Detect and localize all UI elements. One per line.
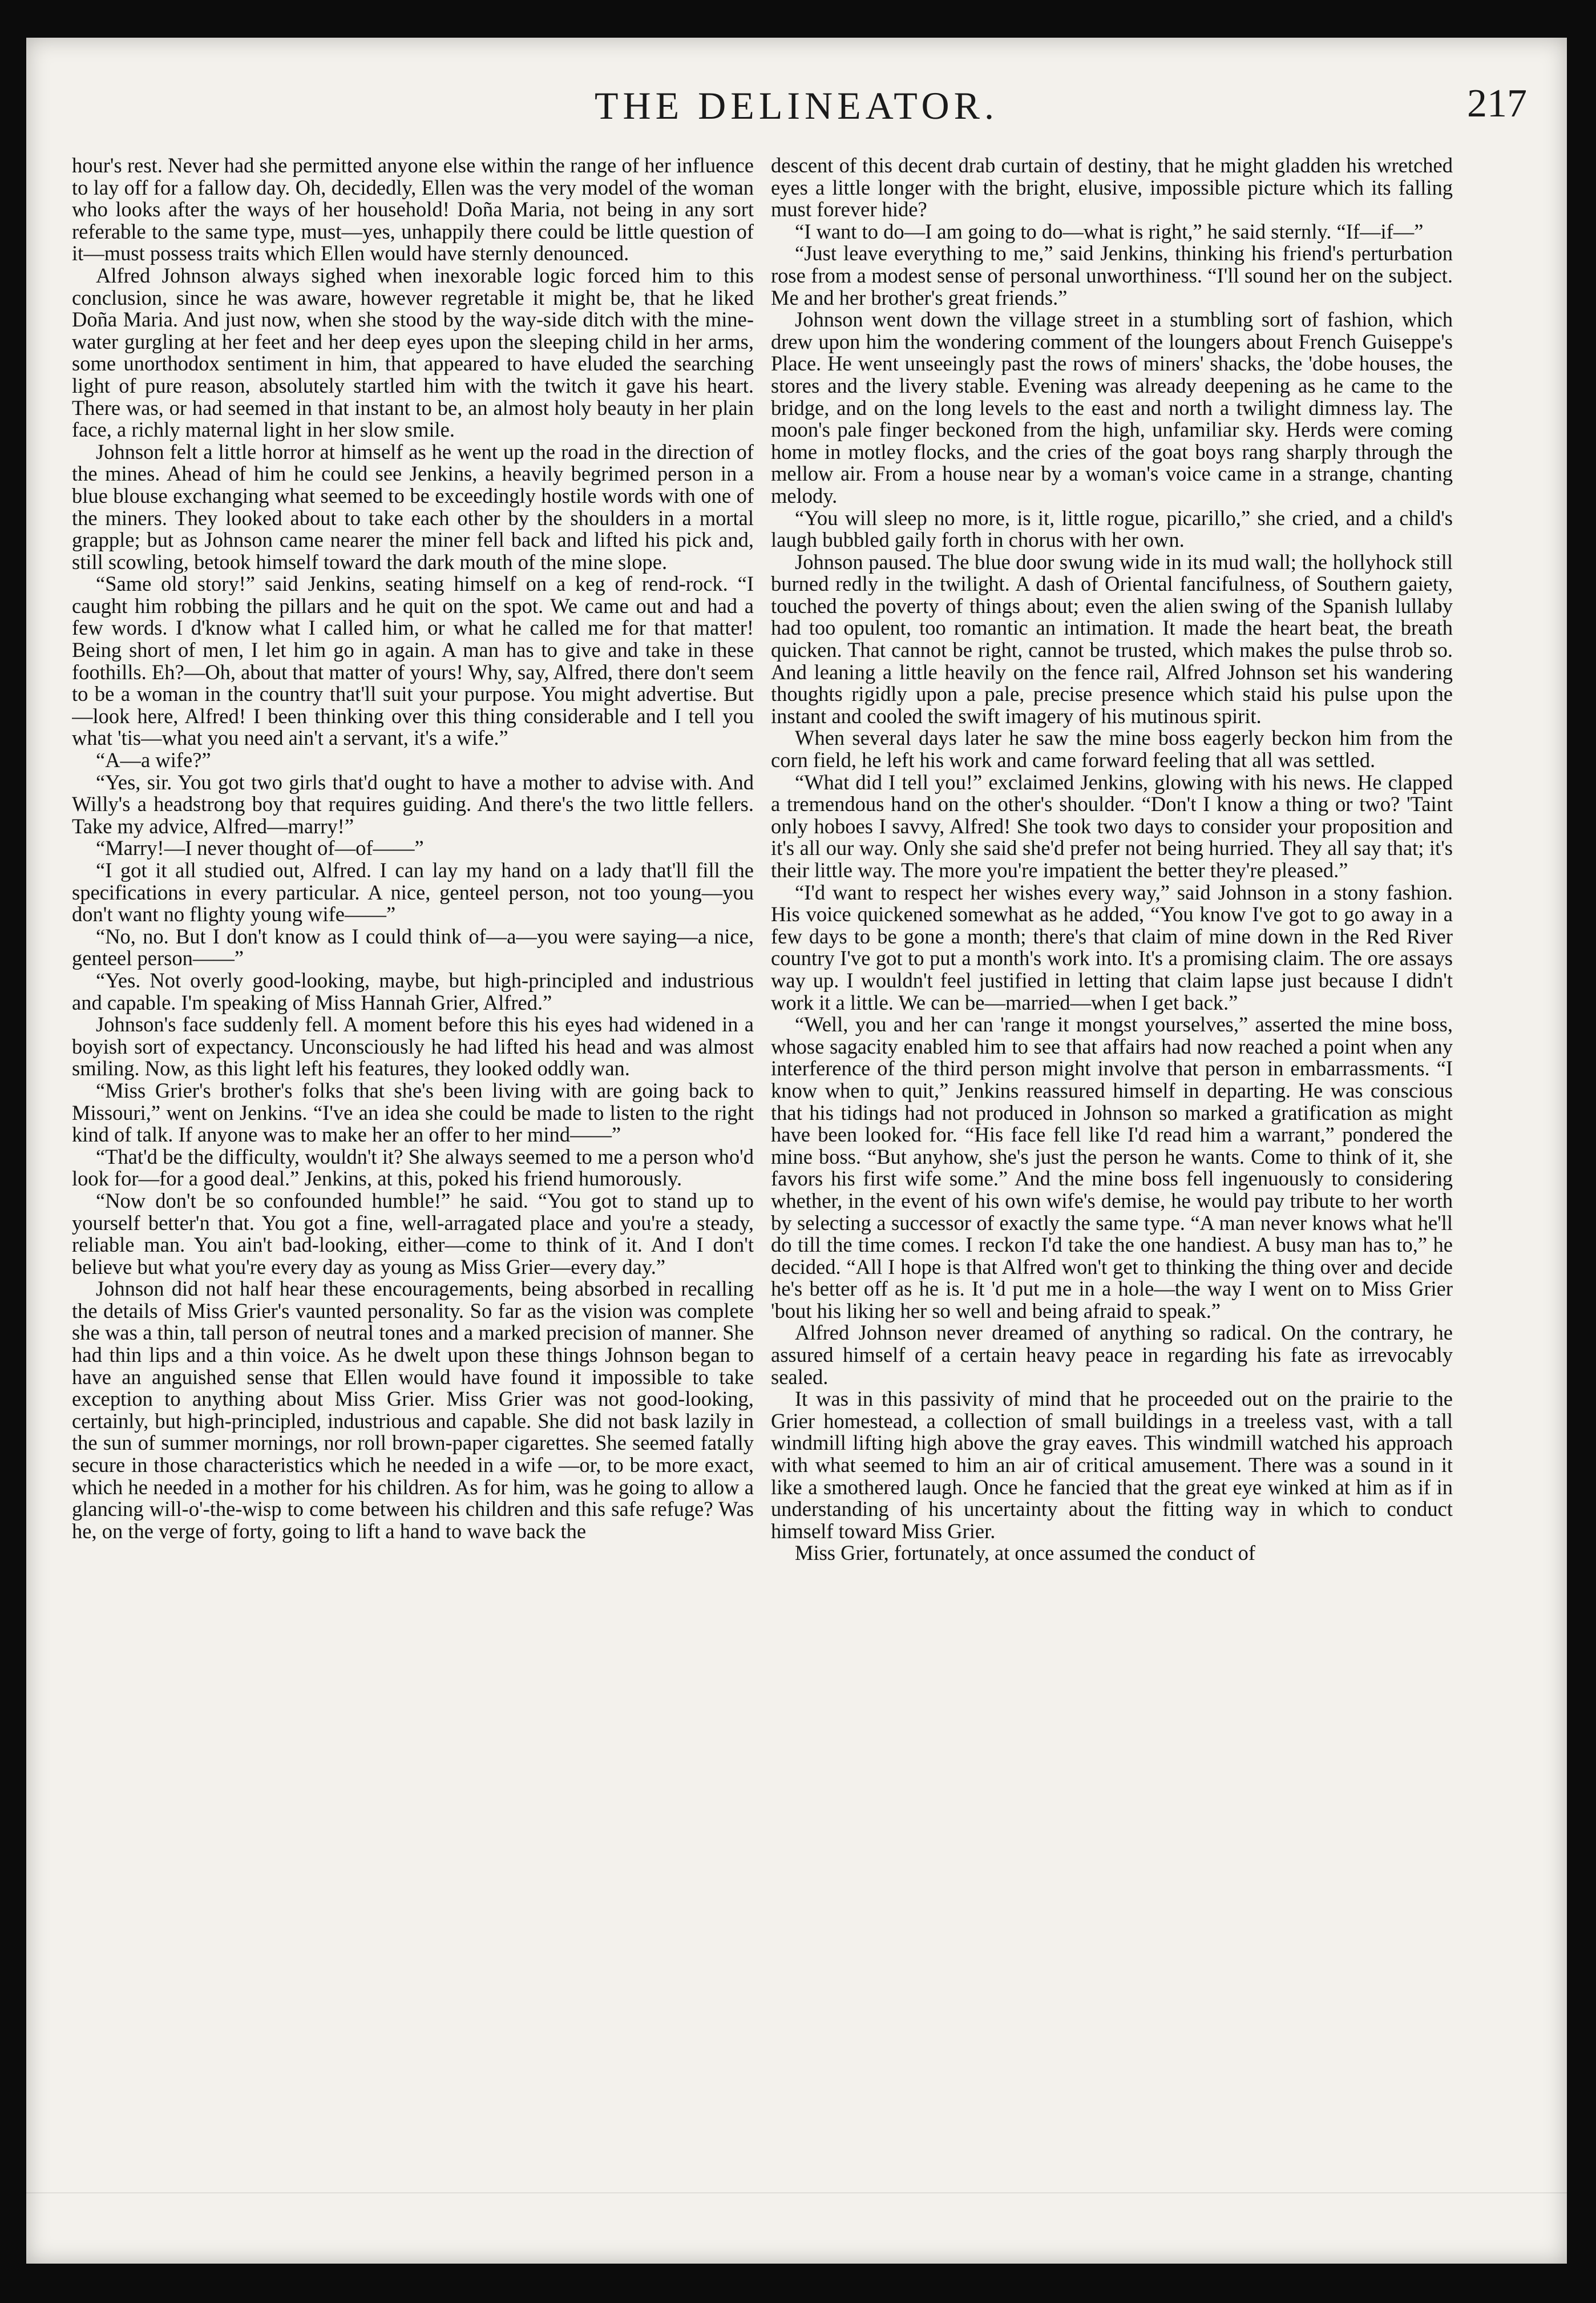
paragraph: Johnson did not half hear these encouragements, being absorbed in recalling the details of Miss Grier's vaunted personality. So far as the vision was complete she was a thin, tall person of neutral tones and a marked precision of manner. She had thin lips and a thin voice. As he dwelt upon these things Johnson began to have an anguished sense that Ellen would have found it impossible to take exception to anything about Miss Grier. Miss Grier was not good-looking, certainly, but high-principled, industrious and capable. She did not bask lazily in the sun of summer mornings, nor roll brown-paper cigarettes. She seemed fatally secure in those characteristics which he needed in a wife —or, to be more exact, which he needed in a mother for his children. As for him, was he going to allow a glancing will-o'-the-wisp to come between his children and this safe refuge? Was he, on the verge of forty, going to lift a hand to wave back the — [72, 1277, 754, 1543]
paragraph: “I got it all studied out, Alfred. I can lay my hand on a lady that'll fill the specifications in every particular. A nice, genteel person, not too young—you don't want no flighty young wife——” — [72, 858, 754, 926]
paragraph: “No, no. But I don't know as I could think of—a—you were saying—a nice, genteel person——” — [72, 924, 754, 970]
paragraph: Johnson's face suddenly fell. A moment before this his eyes had widened in a boyish sort of expectancy. Unconsciously he had lifted his head and was almost smiling. Now, as this light left his features, they looked oddly wan. — [72, 1013, 754, 1080]
paragraph: “Now don't be so confounded humble!” he said. “You got to stand up to yourself better'n that. You got a fine, well-arragated place and you're a steady, reliable man. You ain't bad-looking, either—come to think of it. And I don't believe but what you're every day as young as Miss Grier—every day.” — [72, 1188, 754, 1278]
paragraph: When several days later he saw the mine boss eagerly beckon him from the corn field, he left his work and came forward feeling that all was settled. — [771, 726, 1453, 772]
magazine-page — [26, 38, 1567, 2264]
paragraph: Johnson paused. The blue door swung wide in its mud wall; the hollyhock still burned redly in the twilight. A dash of Oriental fancifulness, of Southern gaiety, touched the poverty of things about; even the alien swing of the Spanish lullaby had too opulent, too romantic an intimation. It made the heart beat, the breath quicken. That cannot be right, cannot be trusted, which makes the pulse throb so. And leaning a little heavily on the fence rail, Alfred Johnson set his wandering thoughts rigidly upon a pale, precise presence which staid his pulse upon the instant and cooled the swift imagery of his mutinous spirit. — [771, 550, 1453, 728]
page-header — [26, 61, 1567, 135]
paragraph: “That'd be the difficulty, wouldn't it? She always seemed to me a person who'd look for—for a good deal.” Jenkins, at this, poked his friend humorously. — [72, 1144, 754, 1191]
paragraph: descent of this decent drab curtain of destiny, that he might gladden his wretched eyes a little longer with the bright, elusive, impossible picture which its falling must forever hide? — [771, 155, 1453, 221]
paragraph: “What did I tell you!” exclaimed Jenkins, glowing with his news. He clapped a tremendous hand on the other's shoulder. “Don't I know a thing or two? 'Taint only hoboes I savvy, Alfred! She took two days to consider your proposition and it's all our way. Only she said she'd prefer not being hurried. They all say that; it's their little way. The more you're impatient the better they're pleased.” — [771, 770, 1453, 882]
paragraph: Alfred Johnson always sighed when inexorable logic forced him to this conclusion, since he was aware, however regretable it might be, that he liked Doña Maria. And just now, when she stood by the way-side ditch with the mine-water gurgling at her feet and her deep eyes upon the sleeping child in her arms, some unorthodox sentiment in him, that appeared to have eluded the searching light of pure reason, absolutely startled him with the twitch it gave his heart. There was, or had seemed in that instant to be, an almost holy beauty in her plain face, a richly maternal light in her slow smile. — [72, 263, 754, 442]
paragraph: Alfred Johnson never dreamed of anything so radical. On the contrary, he assured himself of a certain heavy peace in regarding his fate as irrevocably sealed. — [771, 1321, 1453, 1389]
paragraph: “You will sleep no more, is it, little rogue, picarillo,” she cried, and a child's laugh bubbled gaily forth in chorus with her own. — [771, 506, 1453, 552]
paragraph: “I'd want to respect her wishes every way,” said Johnson in a stony fashion. His voice quickened somewhat as he added, “You know I've got to go away in a few days to be gone a month; there's that claim of mine down in the Red River country I've got to put a month's work into. It's a promising claim. The ore assays way up. I wouldn't feel justified in letting that claim lapse just because I didn't work it a little. We can be—married—when I get back.” — [771, 880, 1453, 1014]
paragraph: Miss Grier, fortunately, at once assumed the conduct of — [795, 1541, 1256, 1565]
paragraph: “Miss Grier's brother's folks that she's been living with are going back to Missouri,” went on Jenkins. “I've an idea she could be made to listen to the right kind of talk. If anyone was to make her an offer to her mind——” — [72, 1078, 754, 1147]
paragraph: “I want to do—I am going to do—what is right,” he said sternly. “If—if—” — [795, 219, 1424, 243]
right-column — [771, 155, 1453, 2141]
page-number: 217 — [1467, 82, 1527, 126]
page-title: THE DELINEATOR. — [595, 84, 999, 127]
paragraph: hour's rest. Never had she permitted anyone else within the range of her influence to lay off for a fallow day. Oh, decidedly, Ellen was the very model of the woman who looks after the ways of her household! Doña Maria, not being in any sort referable to the same type, must—yes, unhappily there could be little question of it—must possess traits which Ellen would have sternly denounced. — [72, 155, 754, 265]
paragraph: “Marry!—I never thought of—of——” — [96, 836, 424, 860]
paragraph: “Yes, sir. You got two girls that'd ought to have a mother to advise with. And Willy's a headstrong boy that requires guiding. And there's the two little fellers. Take my advice, Alfred—marry!” — [72, 770, 754, 838]
paragraph: It was in this passivity of mind that he proceeded out on the prairie to the Grier homestead, a collection of small buildings in a treeless vast, with a tall windmill lifting high above the gray eaves. This windmill watched his approach with what seemed to him an air of critical amusement. There was a sound in it like a smothered laugh. Once he fancied that the great eye winked at him as if in understanding of his uncertainty about the fitting way in which to conduct himself toward Miss Grier. — [771, 1387, 1453, 1543]
paragraph: “Yes. Not overly good-looking, maybe, but high-principled and industrious and capable. I'm speaking of Miss Hannah Grier, Alfred.” — [72, 968, 754, 1014]
paragraph: Johnson felt a little horror at himself as he went up the road in the direction of the mines. Ahead of him he could see Jenkins, a heavily begrimed person in a blue blouse exchanging what seemed to be exceedingly hostile words with one of the miners. They looked about to take each other by the shoulders in a mortal grapple; but as Johnson came nearer the miner fell back and lifted his pick and, still scowling, betook himself toward the dark mouth of the mine slope. — [72, 439, 754, 574]
paragraph: “Same old story!” said Jenkins, seating himself on a keg of rend-rock. “I caught him robbing the pillars and he quit on the spot. We came out and had a few words. I d'know what I called him, or what he called me for that matter! Being short of men, I let him go in again. A man has to give and take in these foothills. Eh?—Oh, about that matter of yours! Why, say, Alfred, there don't seem to be a woman in the country that'll suit your purpose. You might advertise. But—look here, Alfred! I been thinking over this thing considerable and I tell you what 'tis—what you need ain't a servant, it's a wife.” — [72, 572, 754, 750]
paragraph: “Well, you and her can 'range it mongst yourselves,” asserted the mine boss, whose sagacity enabled him to see that affairs had now reached a point when any interference of the third person might involve that person in embarrassments. “I know when to quit,” Jenkins reassured himself in departing. He was conscious that his tidings had not produced in Johnson so marked a gratification as might have been looked for. “His face fell like I'd read him a warrant,” pondered the mine boss. “But anyhow, she's just the person he wants. Come to think of it, she favors his first wife some.” And the mine boss fell ingenuously to considering whether, in the event of his own wife's demise, he would pay tribute to her worth by selecting a successor of exactly the same type. “A man never knows what he'll do till the time comes. I reckon I'd take the one handiest. A busy man has to,” he decided. “All I hope is that Alfred won't get to thinking the thing over and decide he's better off as he is. It 'd put me in a hole—the way I went on to Miss Grier 'bout his liking her so well and being afraid to speak.” — [771, 1013, 1453, 1322]
page-divider — [26, 2192, 1567, 2193]
paragraph: “Just leave everything to me,” said Jenkins, thinking his friend's perturbation rose from a modest sense of personal unworthiness. “I'll sound her on the subject. Me and her brother's great friends.” — [771, 241, 1453, 309]
left-column — [72, 155, 754, 2141]
paragraph: Johnson went down the village street in a stumbling sort of fashion, which drew upon him the wondering comment of the loungers about French Guiseppe's Place. He went unseeingly past the rows of miners' shacks, the 'dobe houses, the stores and the livery stable. Evening was already deepening as he came to the bridge, and on the long levels to the east and north a twilight dimness lay. The moon's pale finger beckoned from the high, unfamiliar sky. Herds were coming home in motley flocks, and the cries of the goat boys rang sharply through the mellow air. From a house near by a woman's voice came in a strange, chanting melody. — [771, 308, 1453, 507]
paragraph: “A—a wife?” — [96, 748, 211, 772]
